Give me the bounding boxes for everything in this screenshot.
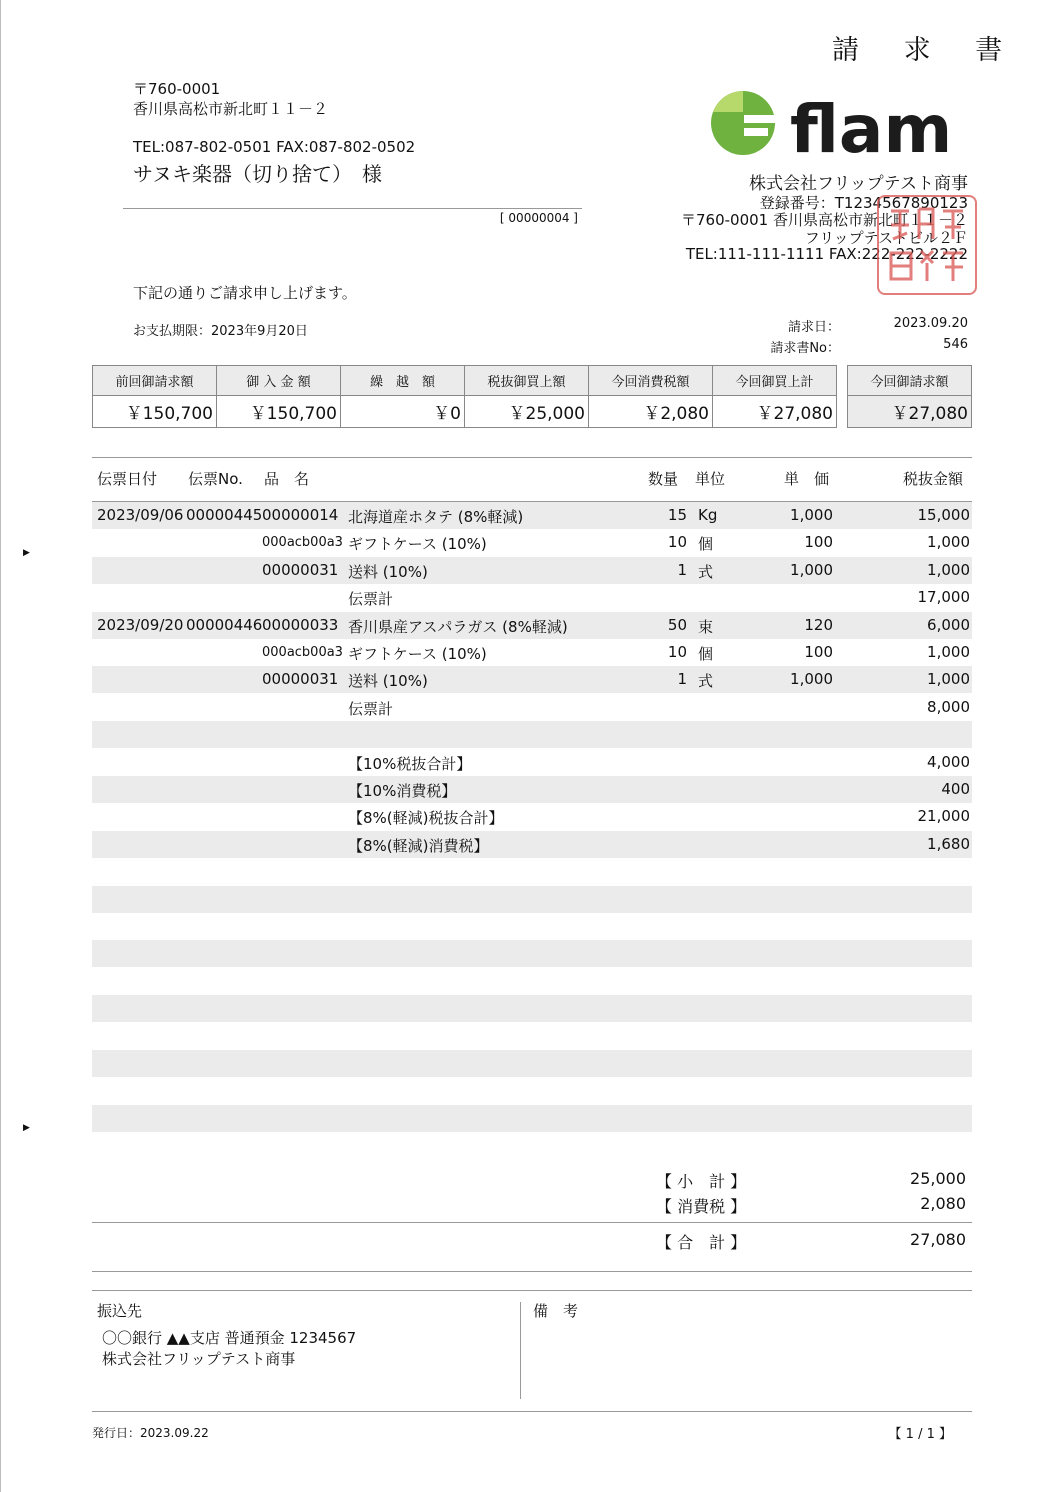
row-unit: 束 bbox=[698, 618, 714, 636]
table-row bbox=[92, 1023, 972, 1050]
row-item-name: 北海道産ホタテ (8%軽減) bbox=[348, 508, 524, 526]
row-amount: 21,000 bbox=[917, 807, 970, 825]
invoice-no-label: 請求書No： bbox=[770, 341, 840, 356]
row-unit: 個 bbox=[698, 535, 714, 553]
row-item-code: 00000014 bbox=[262, 506, 339, 524]
total-value: 27,080 bbox=[910, 1230, 966, 1249]
row-unit-price: 120 bbox=[804, 616, 833, 634]
table-row bbox=[92, 858, 972, 885]
row-quantity: 10 bbox=[667, 643, 687, 661]
company-address-1: 〒760-0001 香川県高松市新北町１１－２ bbox=[681, 211, 968, 229]
tax-label: 【 消費税 】 bbox=[656, 1197, 747, 1216]
table-row bbox=[92, 995, 972, 1022]
header-qty: 数量 bbox=[648, 470, 679, 488]
customer-tel-fax: TEL:087-802-0501 FAX:087-802-0502 bbox=[133, 138, 416, 156]
table-row bbox=[92, 721, 972, 748]
table-row bbox=[92, 612, 972, 639]
row-quantity: 10 bbox=[667, 533, 687, 551]
table-row bbox=[92, 557, 972, 584]
row-unit: 式 bbox=[698, 563, 714, 581]
totals-rule bbox=[92, 1222, 972, 1223]
row-item-name: 【10%消費税】 bbox=[348, 782, 457, 800]
bank-heading: 振込先 bbox=[97, 1302, 143, 1320]
row-item-code: 000acb00a3 bbox=[262, 645, 343, 660]
flam-logo-icon bbox=[708, 90, 976, 160]
margin-marker-icon: ▶ bbox=[23, 1123, 30, 1133]
row-item-name: 【8%(軽減)税抜合計】 bbox=[348, 809, 504, 827]
total-label: 【 合 計 】 bbox=[656, 1233, 747, 1252]
table-row bbox=[92, 529, 972, 556]
customer-underline bbox=[123, 208, 582, 209]
bank-account: 〇〇銀行 ▲▲支店 普通預金 1234567 bbox=[102, 1329, 357, 1347]
row-date: 2023/09/06 bbox=[97, 506, 184, 524]
summary-header: 今回御買上計 bbox=[713, 366, 837, 396]
header-price: 単 価 bbox=[784, 470, 830, 488]
table-row bbox=[92, 666, 972, 693]
logo-text: flam bbox=[790, 91, 953, 160]
table-row bbox=[92, 1077, 972, 1104]
table-row bbox=[92, 886, 972, 913]
row-quantity: 15 bbox=[667, 506, 687, 524]
summary-value: ￥25,000 bbox=[465, 396, 589, 428]
summary-value: ￥150,700 bbox=[217, 396, 341, 428]
summary-value: ￥27,080 bbox=[713, 396, 837, 428]
row-item-name: 【10%税抜合計】 bbox=[348, 755, 472, 773]
row-amount: 1,680 bbox=[927, 835, 970, 853]
table-row bbox=[92, 584, 972, 611]
summary-header: 御 入 金 額 bbox=[217, 366, 341, 396]
row-amount: 1,000 bbox=[927, 561, 970, 579]
row-amount: 4,000 bbox=[927, 753, 970, 771]
row-date: 2023/09/20 bbox=[97, 616, 184, 634]
summary-table bbox=[92, 365, 837, 428]
summary-value: ￥0 bbox=[341, 396, 465, 428]
row-amount: 15,000 bbox=[917, 506, 970, 524]
summary-header: 今回消費税額 bbox=[589, 366, 713, 396]
row-item-code: 00000033 bbox=[262, 616, 339, 634]
row-unit-price: 1,000 bbox=[790, 561, 833, 579]
header-item: 品 名 bbox=[264, 470, 310, 488]
row-item-name: 伝票計 bbox=[348, 700, 394, 718]
document-number: [ 00000004 ] bbox=[499, 211, 578, 225]
row-unit-price: 100 bbox=[804, 533, 833, 551]
row-amount: 17,000 bbox=[917, 588, 970, 606]
table-row bbox=[92, 831, 972, 858]
row-slip-no: 00000445 bbox=[186, 506, 263, 524]
row-item-code: 00000031 bbox=[262, 561, 339, 579]
issued-date: 発行日：2023.09.22 bbox=[92, 1426, 209, 1440]
company-logo bbox=[708, 90, 976, 160]
header-unit: 単位 bbox=[695, 470, 726, 488]
customer-address: 香川県高松市新北町１１－２ bbox=[133, 100, 329, 118]
table-row bbox=[92, 913, 972, 940]
row-slip-no: 00000446 bbox=[186, 616, 263, 634]
page-number: 【 1 / 1 】 bbox=[888, 1427, 952, 1442]
subtotal-value: 25,000 bbox=[910, 1169, 966, 1188]
margin-marker-icon: ▶ bbox=[23, 548, 30, 558]
table-row bbox=[92, 1050, 972, 1077]
row-item-name: 【8%(軽減)消費税】 bbox=[348, 837, 489, 855]
row-unit-price: 1,000 bbox=[790, 670, 833, 688]
notes-heading: 備 考 bbox=[533, 1302, 579, 1320]
greeting-text: 下記の通りご請求申し上げます。 bbox=[133, 284, 357, 302]
invoice-date-label: 請求日： bbox=[787, 320, 840, 335]
header-date: 伝票日付 bbox=[97, 470, 158, 488]
row-unit-price: 100 bbox=[804, 643, 833, 661]
row-unit: 式 bbox=[698, 672, 714, 690]
row-amount: 6,000 bbox=[927, 616, 970, 634]
row-amount: 1,000 bbox=[927, 670, 970, 688]
customer-name: サヌキ楽器（切り捨て） 様 bbox=[133, 162, 382, 186]
subtotal-label: 【 小 計 】 bbox=[656, 1172, 747, 1191]
summary-header: 税抜御買上額 bbox=[465, 366, 589, 396]
table-row bbox=[92, 1105, 972, 1132]
row-item-name: ギフトケース (10%) bbox=[348, 535, 487, 553]
invoice-no-value: 546 bbox=[943, 337, 968, 352]
seal-icon bbox=[879, 197, 975, 293]
total-billing-value: ￥27,080 bbox=[848, 396, 972, 428]
row-item-name: 送料 (10%) bbox=[348, 672, 428, 690]
summary-header: 繰 越 額 bbox=[341, 366, 465, 396]
table-row bbox=[92, 749, 972, 776]
footer-divider bbox=[520, 1302, 521, 1399]
row-amount: 1,000 bbox=[927, 533, 970, 551]
bank-holder: 株式会社フリップテスト商事 bbox=[102, 1350, 296, 1368]
totals-bottom-rule bbox=[92, 1271, 972, 1272]
table-row bbox=[92, 968, 972, 995]
company-address-2: フリップテストビル２Ｆ bbox=[804, 229, 968, 247]
customer-postal: 〒760-0001 bbox=[133, 80, 221, 98]
row-item-code: 00000031 bbox=[262, 670, 339, 688]
footer-top-rule bbox=[92, 1290, 972, 1291]
row-unit-price: 1,000 bbox=[790, 506, 833, 524]
company-tel-fax: TEL:111-111-1111 FAX:222-222-2222 bbox=[685, 245, 968, 263]
row-amount: 8,000 bbox=[927, 698, 970, 716]
row-item-name: 伝票計 bbox=[348, 590, 394, 608]
row-quantity: 1 bbox=[677, 561, 687, 579]
company-name: 株式会社フリップテスト商事 bbox=[749, 174, 968, 194]
summary-header: 前回御請求額 bbox=[93, 366, 217, 396]
row-item-name: ギフトケース (10%) bbox=[348, 645, 487, 663]
summary-value: ￥2,080 bbox=[589, 396, 713, 428]
footer-bottom-rule bbox=[92, 1411, 972, 1412]
row-item-name: 香川県産アスパラガス (8%軽減) bbox=[348, 618, 568, 636]
row-unit: 個 bbox=[698, 645, 714, 663]
table-row bbox=[92, 940, 972, 967]
document-title: 請 求 書 bbox=[832, 35, 1021, 66]
company-registration: 登録番号：T1234567890123 bbox=[759, 194, 968, 212]
table-row bbox=[92, 694, 972, 721]
total-billing-header: 今回御請求額 bbox=[848, 366, 972, 396]
table-row bbox=[92, 803, 972, 830]
company-seal-stamp bbox=[877, 195, 977, 295]
row-unit: Kg bbox=[698, 506, 718, 524]
row-item-code: 000acb00a3 bbox=[262, 535, 343, 550]
header-amount: 税抜金額 bbox=[903, 470, 964, 488]
header-slip: 伝票No. bbox=[188, 470, 243, 488]
row-quantity: 1 bbox=[677, 670, 687, 688]
table-row bbox=[92, 502, 972, 529]
detail-top-rule bbox=[92, 457, 972, 458]
summary-value: ￥150,700 bbox=[93, 396, 217, 428]
table-row bbox=[92, 776, 972, 803]
row-amount: 1,000 bbox=[927, 643, 970, 661]
payment-due: お支払期限：2023年9月20日 bbox=[133, 324, 308, 339]
total-billing-table bbox=[847, 365, 972, 428]
row-quantity: 50 bbox=[667, 616, 687, 634]
tax-value: 2,080 bbox=[920, 1194, 966, 1213]
row-amount: 400 bbox=[941, 780, 970, 798]
row-item-name: 送料 (10%) bbox=[348, 563, 428, 581]
invoice-date-value: 2023.09.20 bbox=[893, 316, 968, 331]
table-row bbox=[92, 639, 972, 666]
page-left-edge bbox=[0, 0, 1, 1492]
